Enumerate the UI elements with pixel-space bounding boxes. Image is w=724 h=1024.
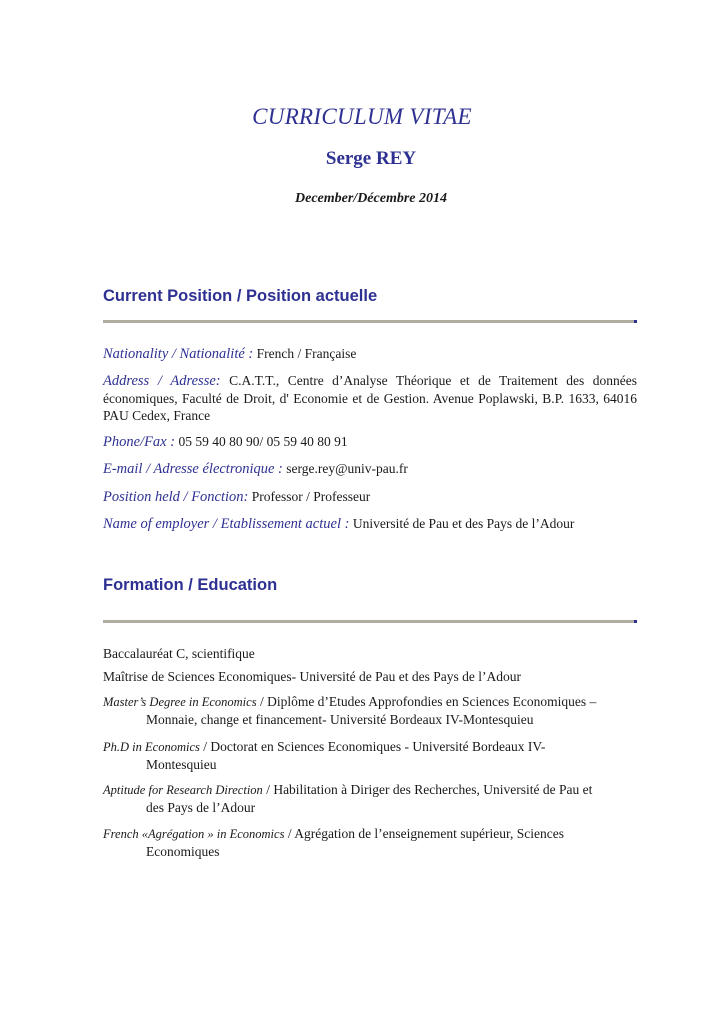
education-item — [103, 738, 638, 774]
section-divider — [103, 320, 634, 323]
section-divider — [103, 620, 634, 623]
phone-field — [103, 433, 637, 451]
education-item-detail: / Habilitation à Diriger des Recherches, Université de Pau et — [262, 782, 593, 797]
education-item — [103, 825, 638, 861]
position-label: Position held / Fonction: — [103, 489, 249, 505]
education-item-degree: Master’s Degree in Economics — [103, 695, 257, 709]
education-item-degree: Aptitude for Research Direction — [103, 783, 263, 797]
address-label: Address / Adresse: — [103, 373, 221, 389]
email-field — [103, 460, 637, 478]
education-item-continuation: Monnaie, change et financement- Université Bordeaux IV-Montesquieu — [146, 712, 534, 727]
phone-label: Phone/Fax : — [103, 434, 176, 450]
education-item-detail: / Doctorat en Sciences Economiques - Université Bordeaux IV- — [199, 739, 546, 754]
education-item — [103, 781, 638, 817]
education-item — [103, 693, 638, 729]
education-item-degree: French «Agrégation » in Economics — [103, 827, 285, 841]
employer-label: Name of employer / Etablissement actuel : — [103, 516, 350, 532]
email-label: E-mail / Adresse électronique : — [103, 461, 283, 477]
education-item-continuation: Economiques — [146, 844, 220, 859]
position-value: Professor / Professeur — [248, 489, 371, 504]
document-date: December/Décembre 2014 — [295, 191, 447, 206]
education-item: Maîtrise de Sciences Economiques- Université de Pau et des Pays de l’Adour — [103, 669, 522, 684]
education-item-continuation: Montesquieu — [146, 757, 217, 772]
education-item-continuation: des Pays de l’Adour — [146, 800, 256, 815]
employer-value: Université de Pau et des Pays de l’Adour — [349, 516, 575, 531]
position-field — [103, 488, 637, 506]
education-item: Baccalauréat C, scientifique — [103, 646, 255, 661]
address-field — [103, 372, 637, 424]
document-title: CURRICULUM VITAE — [252, 104, 472, 129]
email-value: serge.rey@univ-pau.fr — [282, 461, 408, 476]
education-item-degree: Ph.D in Economics — [103, 740, 200, 754]
current-position-heading: Current Position / Position actuelle — [103, 287, 378, 305]
employer-field — [103, 515, 637, 533]
person-name: Serge REY — [325, 148, 417, 169]
phone-value: 05 59 40 80 90/ 05 59 40 80 91 — [175, 434, 348, 449]
nationality-field — [103, 345, 637, 363]
education-heading: Formation / Education — [103, 576, 278, 594]
education-item-detail: / Agrégation de l’enseignement supérieur, Sciences — [284, 826, 564, 841]
nationality-value: French / Française — [253, 346, 357, 361]
address-value: C.A.T.T., Centre d’Analyse Théorique et de Traitement des données économiques, Faculté de Droit, d' Economie et de Gestion. Avenue Poplawski, B.P. 1633, 64016 PAU Cedex, France — [103, 373, 637, 423]
education-item-detail: / Diplôme d’Etudes Approfondies en Sciences Economiques – — [256, 694, 597, 709]
nationality-label: Nationality / Nationalité : — [103, 346, 254, 362]
